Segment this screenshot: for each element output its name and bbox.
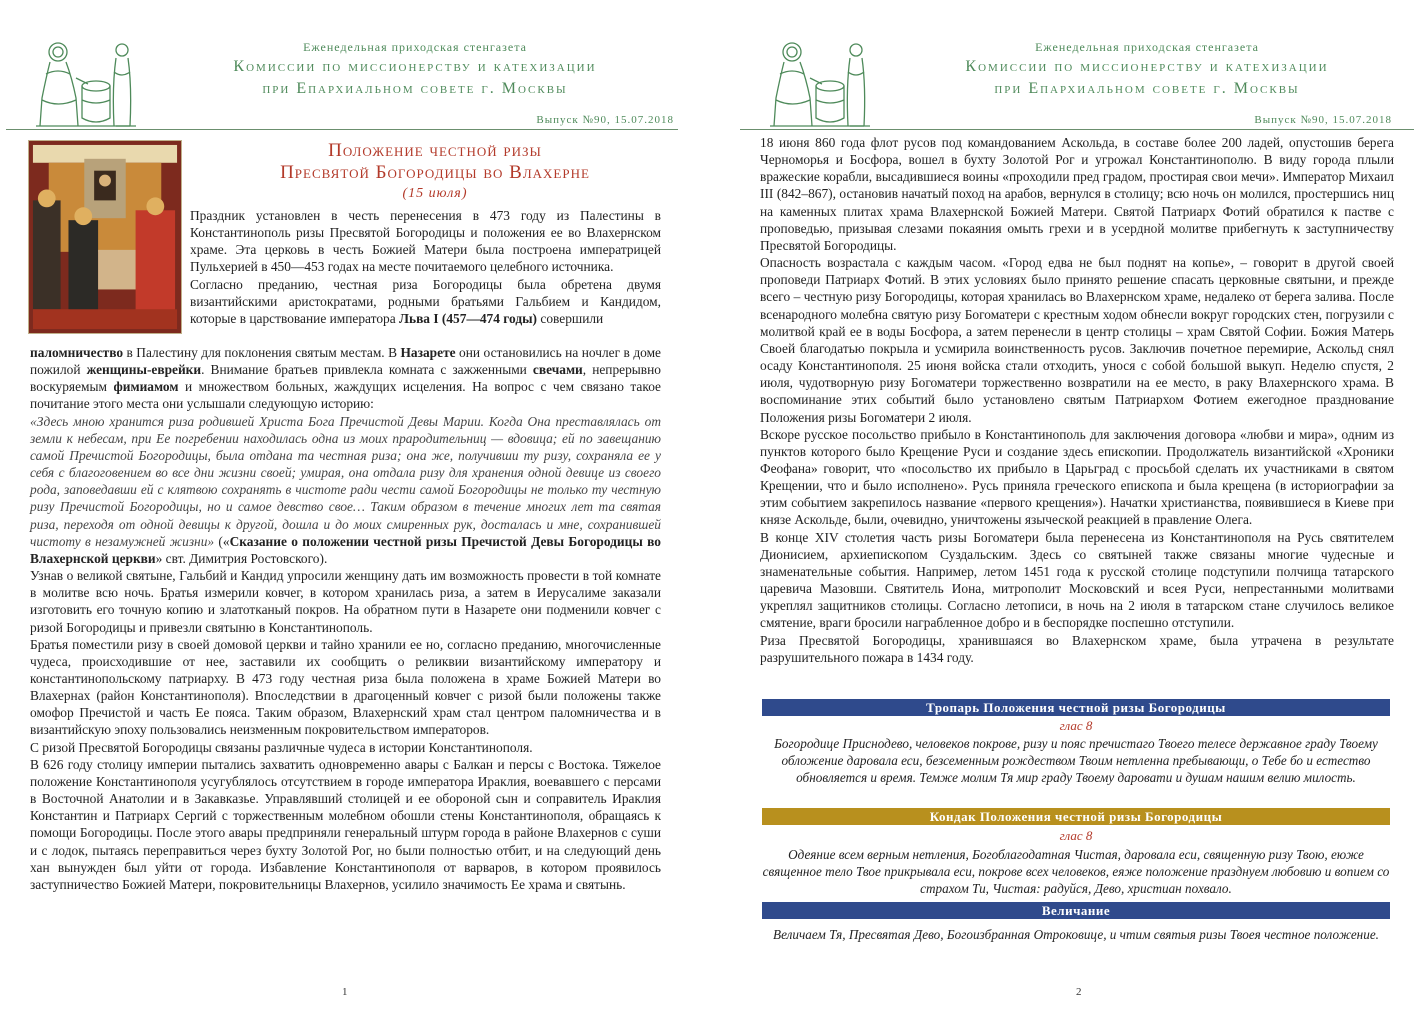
- masthead-subtitle: Еженедельная приходская стенгазета: [303, 40, 527, 54]
- emphasis: паломничество: [30, 345, 124, 360]
- text-span: в Палестину для поклонения святым местам. В: [123, 345, 401, 360]
- source-title: Сказание о положении честной ризы Пречистой Девы Богородицы во Влахернской церкви: [30, 533, 661, 566]
- paragraph: 18 июня 860 года флот русов под командованием Аскольда, в составе более 200 ладей, опустошив берега Черноморья и Босфора, вошел в бухту Золотой Рог и угрожал Константинополю. В виду города плыли вражеские корабли, высадившиеся воины «проходили пред градом, простирая свои мечи». Император Михаил III (842–867), остановив начатый поход на арабов, вернулся в столицу; всю ночь он молился, простершись ниц на каменных плитах храма Влахернской Божией Матери. Святой Патриарх Фотий обратился к пастве с проповедью, призывая слезами покаяния омыть грехи и в усердной молитве прибегнуть к заступничеству Пресвятой Богородицы.: [760, 135, 1394, 253]
- text-span: совершили: [537, 310, 604, 326]
- quote-paragraph: [30, 413, 661, 567]
- kontakion-text: Одеяние всем верным нетления, Богоблагодатная Чистая, даровала еси, священную ризу Твою, еюже священное тело Твое прикрывала еси, покрове всех человеков, еяже положение празднуем любовию и вопием со страхом Ти, Чистая: радуйся, Дево, христиан похвало.: [762, 847, 1390, 897]
- magnification-text: Величаем Тя, Пресвятая Дево, Богоизбранная Отроковице, и чтим святыя ризы Твоея честное положение.: [773, 927, 1379, 942]
- masthead-org-line1: Комиссии по миссионерству и катехизации: [233, 58, 597, 75]
- emphasis: фимиамом: [113, 379, 179, 395]
- troparion-heading: Тропарь Положения честной ризы Богородицы: [762, 699, 1390, 716]
- feast-date: (15 июля): [402, 186, 468, 201]
- paragraph: В конце XIV столетия часть ризы Богоматери была перенесена из Константинополя на Русь святителем Дионисием, архиепископом Суздальским. Здесь со святыней также связаны многие чудесные и знаменательные события. Например, летом 1451 года к русской столице подступили полчища татарского царевича Мазовши. Святитель Иона, митрополит Московский и всея Руси, непрестанными молитвами укреплял защитников столицы. Согласно летописи, в ночь на 2 июля в татарском стане случилось великое смятение, враги бросили награбленное добро и в беспорядке поспешно отступили.: [760, 529, 1394, 631]
- text-span: они остановились на ночлег в доме пожилой: [30, 345, 661, 378]
- troparion-text: Богородице Приснодево, человеков покрове, ризу и пояс пречистаго Твоего телесе державное граду Твоему обложение даровала еси, безсеменным рождеством Твоим нетленна пребывающи, о Тебе бо и естество обновляется и время. Темже молим Тя мир граду Твоему даровати и душам нашим велию милость.: [774, 736, 1378, 786]
- text-span: («: [214, 533, 230, 549]
- paragraph: Вскоре русское посольство прибыло в Константинополь для заключения договора «любви и мира», одним из пунктов которого было Крещение Руси и создание здесь епископии. Продолжатель византийской «Хроники Феофана» говорит, что «посольство их прибыло в Царьград с просьбой сделать их участниками в святом Крещении, что и было исполнено». Русь приняла греческого епископа и была крещена (в историографии за этим событием закрепилось название «первого крещения»). Начатки христианства, появившиеся в Киеве при князе Аскольде, были, очевидно, уничтожены языческой реакцией в правление Олега.: [760, 426, 1394, 528]
- text-span: и множеством больных, жаждущих исцеления. На вопрос с чем связано такое почитание этого места они услышали следующую историю:: [30, 379, 661, 412]
- header-divider: [6, 129, 678, 130]
- paragraph: [190, 276, 661, 327]
- gospel-scene-logo: [32, 38, 142, 130]
- masthead-org-line2: при Епархиальном совете г. Москвы: [994, 80, 1300, 97]
- paragraph: Праздник установлен в честь перенесения в 473 году из Палестины в Константинополь ризы Пресвятой Богородицы и положения ее во Влахернском храме. Эта церковь в честь Божией Матери была построена императрицей Пульхерией в 450—453 годах на месте почитаемого целебного источника.: [190, 208, 661, 275]
- gospel-scene-logo: [766, 38, 876, 130]
- main-text-left: [30, 344, 661, 893]
- title-line-1: Положение честной ризы: [328, 140, 542, 161]
- paragraph: В 626 году столицу империи пытались захватить одновременно авары с Балкан и персы с Востока. Тяжелое положение Константинополя усугублялось отсутствием в городе императора Ираклия, воевавшего с персами в Восточной Анатолии и в Закавказье. Управлявший столицей и ее обороной сын и соправитель Ираклия Константин и Патриарх Сергий с торжественным молебном обошли стены Константинополя, обращаясь к помощи Богородицы. После этого авары предприняли генеральный штурм города в районе Влахернов с суши и с лодок, пытаясь переправиться через бухту Золотой Рог, но были полностью отбит, и на следующий день хан вынужден был уйти от города. Избавление Константинополя от варваров, в котором проявилось заступничество Божией Матери, покровительницы Влахернов, усилило значимость Ее храма и святынь.: [30, 756, 661, 892]
- paragraph: С ризой Пресвятой Богородицы связаны различные чудеса в истории Константинополя.: [30, 739, 533, 755]
- header-divider: [740, 129, 1414, 130]
- page-number: 1: [342, 986, 348, 998]
- masthead-org-line1: Комиссии по миссионерству и катехизации: [965, 58, 1329, 75]
- paragraph: Риза Пресвятой Богородицы, хранившаяся во Влахернском храме, была утрачена в результате разрушительного пожара в 1434 году.: [760, 632, 1394, 665]
- issue-number: Выпуск №90, 15.07.2018: [536, 114, 674, 126]
- page-2: [712, 0, 1424, 1018]
- emphasis: женщины-еврейки: [86, 362, 202, 378]
- text-span: . Внимание братьев привлекла комната с зажженными: [201, 362, 533, 378]
- kontakion-heading: Кондак Положения честной ризы Богородицы: [762, 808, 1390, 825]
- paragraph: Опасность возрастала с каждым часом. «Город едва не был поднят на копье», – говорит в другой своей проповеди Патриарх Фотий. В этих условиях было принято решение спасать церковные святыни, и прежде всего – честную ризу Богородицы, которая хранилась во Влахернском храме, недалеко от берега залива. После всенародного молебна святую ризу Богоматери с крестным ходом обнесли вокруг городских стен, погрузили с молитвой край ее в воды Босфора, а затем перенесли в центр столицы – храм Святой Софии. Божия Матерь Своей благодатью покрыла и усмирила воинственность русов. Заключив почетное перемирие, Аскольд снял осаду Константинополя. 25 июня войска стали отходить, унося с собой большой выкуп. Неделю спустя, 2 июля, чудотворную ризу Богоматери торжественно возвратили на ее место, в раку Влахернского храма. В воспоминание этих событий было установлено святым Патриархом Фотием ежегодное празднование Положения ризы Богоматери 2 июля.: [760, 255, 1394, 425]
- text-span: , непрерывно воскуряемым: [30, 362, 661, 395]
- magnification-heading: Величание: [762, 902, 1390, 919]
- text-span: » свт. Димитрия Ростовского).: [155, 550, 328, 566]
- masthead-org-line2: при Епархиальном совете г. Москвы: [262, 80, 568, 97]
- main-text-right: [760, 134, 1394, 666]
- page-number: 2: [1076, 986, 1082, 998]
- paragraph: [30, 344, 661, 413]
- masthead-subtitle: Еженедельная приходская стенгазета: [1035, 40, 1259, 54]
- kontakion-tone: глас 8: [1059, 828, 1093, 843]
- issue-number: Выпуск №90, 15.07.2018: [1254, 114, 1392, 126]
- title-line-2: Пресвятой Богородицы во Влахерне: [280, 162, 590, 183]
- quote: «Здесь мною хранится риза родившей Христа Бога Пречистой Девы Марии. Когда Она преставлялась от земли к небесам, при Ее погребении находилась одна из моих прародительниц — вдовица; ей по завещанию самой Пречистой Богородицы, была отдана та честная риза; она же, получивши ту ризу, сохраняла ее у себя с благоговением во все дни жизни своей; умирая, она отдала ризу для хранения одной девице из своего рода, заповедавши ей с клятвою сохранять в чистоте ради чести самой Богородицы не только ту честную ризу Пречистой Богородицы, но и самое девство свое… Таким образом в течение многих лет та святая риза, переходя от одной девицы к другой, дошла и до моих смиренных рук, досталась и мне, сохранившей чистоту в незамужней жизни»: [30, 413, 661, 549]
- emphasis: свечами: [532, 362, 583, 378]
- emphasis: Льва I (457—474 годы): [399, 310, 538, 326]
- feast-icon-image: [28, 140, 182, 334]
- intro-text: [190, 207, 661, 327]
- paragraph: Братья поместили ризу в своей домовой церкви и тайно хранили ее но, согласно преданию, многочисленные чудеса, происходившие от нее, заставили их сообщить о реликвии византийскому императору и константинопольскому патриарху. В 473 году честная риза была положена в храме Божией Матери во Влахернах (район Константинополя). Впоследствии в драгоценный ковчег с ризой были положены также омофор Пречистой и часть Ее пояса. Таким образом, Влахернский храм стал центром паломничества и в византийскую эпоху пользовались неизменным покровительством императоров.: [30, 636, 661, 738]
- paragraph: Узнав о великой святыне, Гальбий и Кандид упросили женщину дать им возможность провести в той комнате в молитве всю ночь. Братья измерили ковчег, в котором хранилась риза, а затем в Иерусалиме заказали изготовить его точную копию и златотканый покров. На обратном пути в Назарете они подменили ковчег с ризой Богородицы и привезли святыню в Константинополь.: [30, 568, 661, 635]
- text-span: Согласно преданию, честная риза Богородицы была обретена двумя византийскими аристократами, родными братьями Гальбием и Кандидом, которые в царствование императора: [190, 276, 661, 326]
- emphasis: Назарете: [400, 345, 456, 360]
- troparion-tone: глас 8: [1059, 718, 1093, 733]
